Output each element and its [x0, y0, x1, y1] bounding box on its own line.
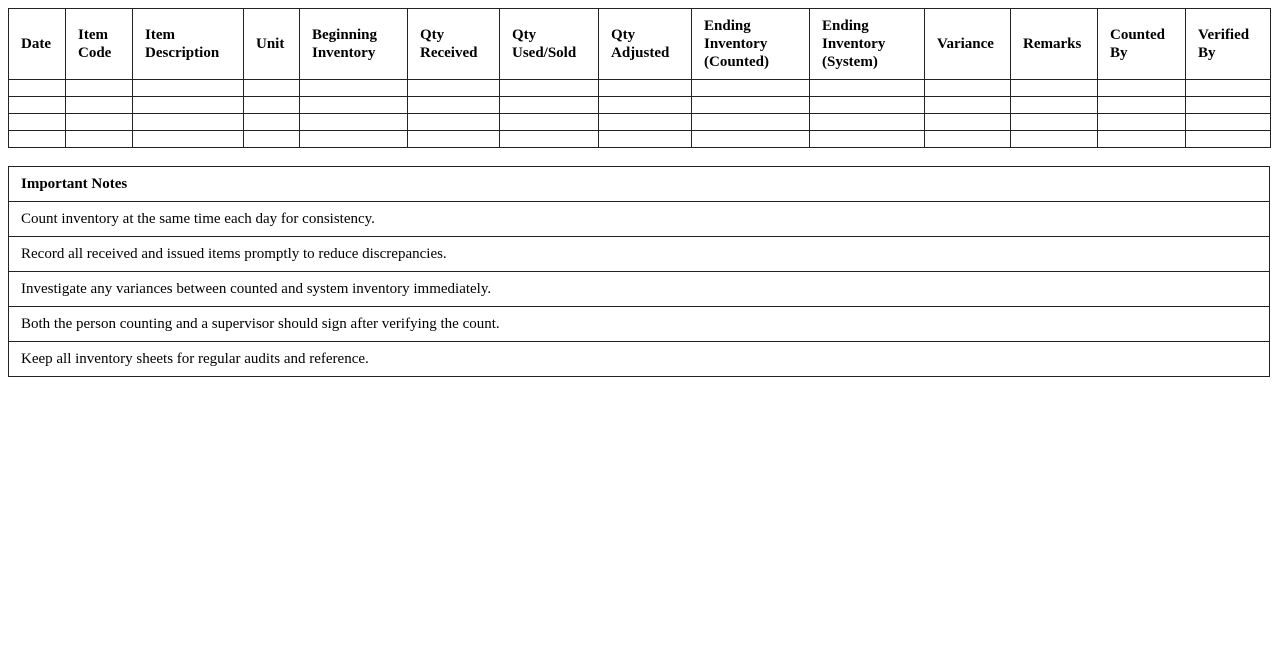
table-cell[interactable]: [66, 97, 133, 114]
table-cell[interactable]: [244, 80, 300, 97]
table-cell[interactable]: [1098, 80, 1186, 97]
column-header-ending-inventory-system: Ending Inventory (System): [810, 9, 925, 80]
table-cell[interactable]: [599, 80, 692, 97]
note-item: Investigate any variances between counted and system inventory immediately.: [9, 272, 1270, 307]
column-header-item-description: Item Description: [133, 9, 244, 80]
table-cell[interactable]: [500, 80, 599, 97]
table-cell[interactable]: [599, 97, 692, 114]
note-row: [9, 202, 1270, 237]
table-cell[interactable]: [925, 114, 1011, 131]
column-header-remarks: Remarks: [1011, 9, 1098, 80]
table-cell[interactable]: [244, 131, 300, 148]
table-cell[interactable]: [408, 97, 500, 114]
table-cell[interactable]: [408, 114, 500, 131]
table-cell[interactable]: [1011, 114, 1098, 131]
column-header-unit: Unit: [244, 9, 300, 80]
table-cell[interactable]: [692, 97, 810, 114]
note-row: [9, 237, 1270, 272]
table-cell[interactable]: [408, 80, 500, 97]
column-header-variance: Variance: [925, 9, 1011, 80]
table-cell[interactable]: [1011, 80, 1098, 97]
table-cell[interactable]: [500, 97, 599, 114]
table-cell[interactable]: [133, 131, 244, 148]
table-cell[interactable]: [1011, 97, 1098, 114]
table-cell[interactable]: [244, 97, 300, 114]
table-cell[interactable]: [1186, 131, 1271, 148]
table-cell[interactable]: [9, 131, 66, 148]
note-item: Count inventory at the same time each day for consistency.: [9, 202, 1270, 237]
table-cell[interactable]: [300, 97, 408, 114]
column-header-beginning-inventory: Beginning Inventory: [300, 9, 408, 80]
column-header-verified-by: Verified By: [1186, 9, 1271, 80]
table-cell[interactable]: [133, 97, 244, 114]
table-cell[interactable]: [1186, 80, 1271, 97]
table-cell[interactable]: [244, 114, 300, 131]
table-cell[interactable]: [810, 114, 925, 131]
column-header-qty-adjusted: Qty Adjusted: [599, 9, 692, 80]
table-cell[interactable]: [66, 131, 133, 148]
table-cell[interactable]: [500, 131, 599, 148]
important-notes-table: [8, 166, 1270, 377]
column-header-counted-by: Counted By: [1098, 9, 1186, 80]
table-cell[interactable]: [300, 114, 408, 131]
table-cell[interactable]: [1098, 131, 1186, 148]
note-row: [9, 272, 1270, 307]
notes-title: Important Notes: [9, 167, 1270, 202]
note-item: Both the person counting and a supervisor should sign after verifying the count.: [9, 307, 1270, 342]
table-cell[interactable]: [1011, 131, 1098, 148]
table-row: [9, 80, 1271, 97]
table-cell[interactable]: [692, 80, 810, 97]
table-cell[interactable]: [1098, 114, 1186, 131]
table-row: [9, 97, 1271, 114]
table-cell[interactable]: [300, 80, 408, 97]
table-cell[interactable]: [599, 114, 692, 131]
note-row: [9, 307, 1270, 342]
note-item: Keep all inventory sheets for regular audits and reference.: [9, 342, 1270, 377]
table-cell[interactable]: [133, 114, 244, 131]
table-cell[interactable]: [500, 114, 599, 131]
table-cell[interactable]: [66, 80, 133, 97]
table-cell[interactable]: [810, 131, 925, 148]
table-cell[interactable]: [810, 97, 925, 114]
table-row: [9, 131, 1271, 148]
table-cell[interactable]: [925, 131, 1011, 148]
table-cell[interactable]: [692, 131, 810, 148]
table-cell[interactable]: [9, 114, 66, 131]
header-row: [9, 9, 1271, 80]
column-header-qty-used-sold: Qty Used/Sold: [500, 9, 599, 80]
table-cell[interactable]: [925, 97, 1011, 114]
table-cell[interactable]: [1186, 97, 1271, 114]
inventory-table: [8, 8, 1271, 148]
table-cell[interactable]: [408, 131, 500, 148]
table-cell[interactable]: [300, 131, 408, 148]
table-cell[interactable]: [692, 114, 810, 131]
table-row: [9, 114, 1271, 131]
notes-header-row: [9, 167, 1270, 202]
inventory-table-body: [9, 80, 1271, 148]
note-row: [9, 342, 1270, 377]
column-header-ending-inventory-counted: Ending Inventory (Counted): [692, 9, 810, 80]
table-cell[interactable]: [9, 80, 66, 97]
table-cell[interactable]: [925, 80, 1011, 97]
table-cell[interactable]: [133, 80, 244, 97]
table-cell[interactable]: [810, 80, 925, 97]
column-header-qty-received: Qty Received: [408, 9, 500, 80]
table-cell[interactable]: [1098, 97, 1186, 114]
table-cell[interactable]: [9, 97, 66, 114]
column-header-item-code: Item Code: [66, 9, 133, 80]
table-cell[interactable]: [599, 131, 692, 148]
column-header-date: Date: [9, 9, 66, 80]
note-item: Record all received and issued items promptly to reduce discrepancies.: [9, 237, 1270, 272]
table-cell[interactable]: [66, 114, 133, 131]
table-cell[interactable]: [1186, 114, 1271, 131]
